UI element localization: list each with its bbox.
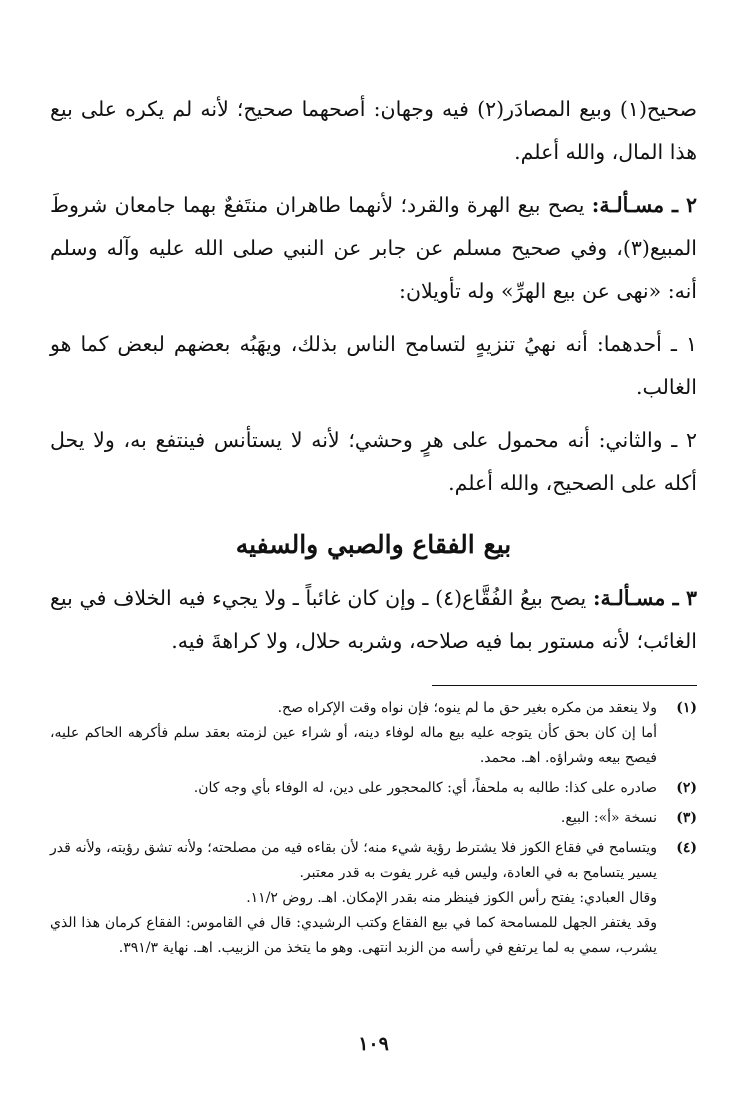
masala-3-label: ٣ ـ مسـألـة: <box>592 586 697 610</box>
footnote-line: ولا ينعقد من مكره بغير حق ما لم ينوه؛ فإن نواه وقت الإكراه صح. <box>277 700 657 716</box>
footnote-number: (١) <box>676 700 697 716</box>
footnote <box>50 776 697 801</box>
footnote-line: ويتسامح في فقاع الكوز فلا يشترط رؤية شيء منه؛ لأن بقاءه فيه من مصلحته؛ ولأنه تشق رؤيته، ولأنه قدر يسير يتسامح به في العادة، وليس فيه غرر يفوت به قدر معتبر. <box>50 840 657 881</box>
main-text <box>50 88 697 663</box>
masala-2-label: ٢ ـ مسـألـة: <box>591 193 697 217</box>
masala-3-text: يصح بيعُ الفُقَّاع(٤) ـ وإن كان غائباً ـ ولا يجيء فيه الخلاف في بيع الغائب؛ لأنه مستور بما فيه صلاحه، وشربه حلال، ولا كراهةَ فيه. <box>50 586 697 653</box>
footnote-line: صادره على كذا: طالبه به ملحفاً، أي: كالمحجور على دين، له الوفاء بأي وجه كان. <box>193 780 657 796</box>
footnotes <box>50 696 697 961</box>
masala-2 <box>50 184 697 313</box>
footnote-line: وقال العبادي: يفتح رأس الكوز فينظر منه بقدر الإمكان. اهـ. روض ١١/٢. <box>246 890 657 906</box>
footnote-line: وقد يغتفر الجهل للمسامحة كما في بيع الفقاع وكتب الرشيدي: قال في القاموس: الفقاع كرمان هذا الذي يشرب، سمي به لما يرتفع في رأسه من الزبد انتهى. وهو ما يتخذ من الزبيب. اهـ. نهاية ٣٩١/٣. <box>50 915 657 956</box>
footnote <box>50 836 697 961</box>
footnote-line: نسخة «أ»: البيع. <box>560 810 657 826</box>
footnote <box>50 696 697 771</box>
section-heading: بيع الفقاع والصبي والسفيه <box>235 530 512 559</box>
footnote-number: (٢) <box>676 780 697 796</box>
masala-2-text: يصح بيع الهرة والقرد؛ لأنهما طاهران منتَفعٌ بهما جامعان شروطَ المبيع(٣)، وفي صحيح مسلم عن جابر عن النبي صلى الله عليه وآله وسلم أنه: «نهى عن بيع الهرِّ» وله تأويلان: <box>50 193 697 303</box>
footnote <box>50 806 697 831</box>
interpretation-1: ١ ـ أحدهما: أنه نهيُ تنزيهٍ لتسامح الناس بذلك، ويهَبُه بعضهم لبعض كما هو الغالب. <box>50 332 697 399</box>
interpretation-2: ٢ ـ والثاني: أنه محمول على هرٍ وحشي؛ لأنه لا يستأنس فينتفع به، ولا يحل أكله على الصحيح، والله أعلم. <box>50 428 697 495</box>
footnote-line: أما إن كان بحق كأن يتوجه عليه بيع ماله لوفاء دينه، أو شراء عين لزمته بعقد سلم فأكرهه الحاكم عليه، فيصح بيعه وشراؤه. اهـ. محمد. <box>50 725 657 766</box>
footnote-divider <box>432 685 697 686</box>
page-number: ١٠٩ <box>358 1033 389 1055</box>
footnote-number: (٤) <box>676 840 697 856</box>
paragraph-continuation: صحيح(١) وبيع المصادَر(٢) فيه وجهان: أصحهما صحيح؛ لأنه لم يكره على بيع هذا المال، والله أعلم. <box>50 97 697 164</box>
masala-3 <box>50 577 697 663</box>
footnote-number: (٣) <box>676 810 697 826</box>
